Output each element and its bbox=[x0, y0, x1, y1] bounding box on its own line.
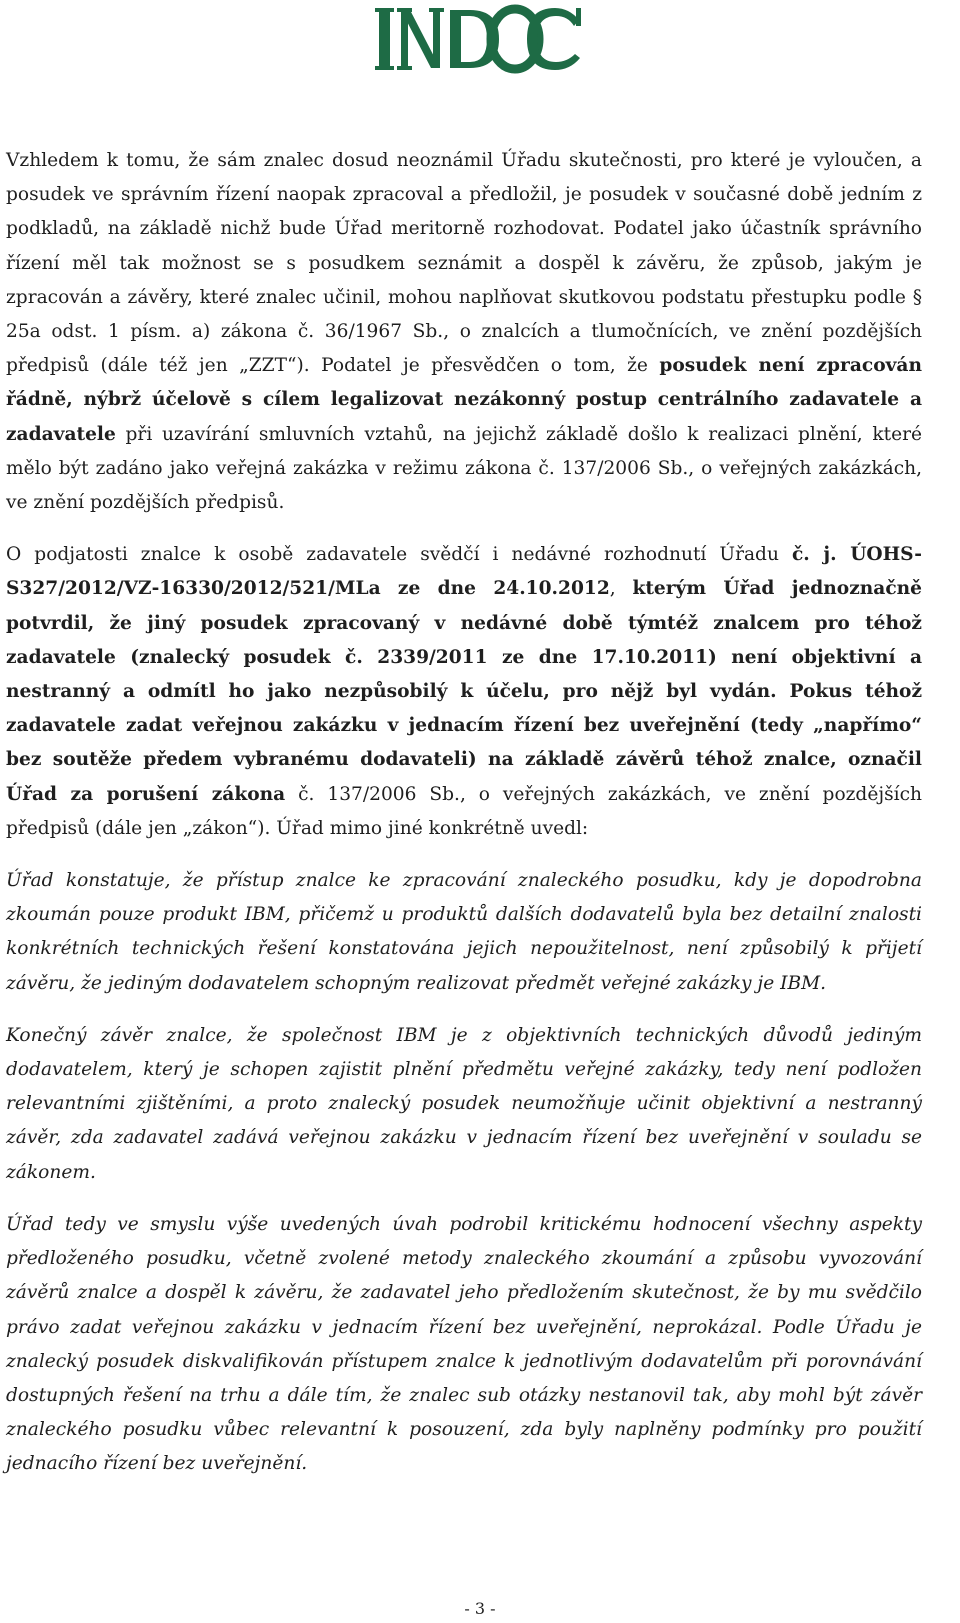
header bbox=[0, 0, 960, 82]
quote-3: Úřad tedy ve smyslu výše uvedených úvah podrobil kritickému hodnocení všechny aspekty předloženého posudku, včetně zvolené metody znaleckého zkoumání a způsobu vyvozování závěrů znalce a dospěl k závěru, že zadavatel jeho předložením skutečnost, že by mu svědčilo právo zadat veřejnou zakázku v jednacím řízení bez uveřejnění, neprokázal. Podle Úřadu je znalecký posudek diskvalifikován přístupem znalce k jednotlivým dodavatelům při porovnávání dostupných řešení na trhu a dále tím, že znalec sub otázky nestanovil tak, aby mohl být závěr znaleckého posudku vůbec relevantní k posouzení, zda byly naplněny podmínky pro použití jednacího řízení bez uveřejnění. bbox=[6, 1213, 922, 1475]
paragraph-1-text-b: při uzavírání smluvních vztahů, na jejichž základě došlo k realizaci plnění, které mělo být zadáno jako veřejná zakázka v režimu zákona č. 137/2006 Sb., o veřejných zakázkách, ve znění pozdějších předpisů. bbox=[6, 423, 922, 514]
paragraph-1-text-a: Vzhledem k tomu, že sám znalec dosud neoznámil Úřadu skutečnosti, pro které je vyloučen, a posudek ve správním řízení naopak zpracoval a předložil, je posudek v současné době jedním z podkladů, na základě nichž bude Úřad meritorně rozhodovat. Podatel jako účastník správního řízení měl tak možnost se s posudkem seznámit a dospěl k závěru, že způsob, jakým je zpracován a závěry, které znalec učinil, mohou naplňovat skutkovou podstatu přestupku podle § 25a odst. 1 písm. a) zákona č. 36/1967 Sb., o znalcích a tlumočnících, ve znění pozdějších předpisů (dále též jen „ZZT“). Podatel je přesvědčen o tom, že bbox=[6, 150, 922, 377]
quote-2: Konečný závěr znalce, že společnost IBM je z objektivních technických důvodů jediným dodavatelem, který je schopen zajistit plnění předmětu veřejné zakázky, tedy není podložen relevantními zjištěními, a proto znalecký posudek neumožňuje učinit objektivní a nestranný závěr, zda zadavatel zadává veřejnou zakázku v jednacím řízení bez uveřejnění v souladu se zákonem. bbox=[6, 1024, 922, 1183]
paragraph-2-text-c: č. 137/2006 Sb., o veřejných zakázkách, ve znění pozdějších předpisů (dále jen „zákon“). Úřad mimo jiné konkrétně uvedl: bbox=[6, 783, 922, 839]
paragraph-2-text-b: , bbox=[609, 578, 633, 600]
indoc-logo bbox=[375, 2, 585, 76]
quote-1: Úřad konstatuje, že přístup znalce ke zpracování znaleckého posudku, kdy je dopodrobna zkoumán pouze produkt IBM, přičemž u produktů dalších dodavatelů byla bez detailní znalosti konkrétních technických řešení konstatována jejich nepoužitelnost, není způsobilý k přijetí závěru, že jediným dodavatelem schopným realizovat předmět veřejné zakázky je IBM. bbox=[6, 870, 922, 994]
paragraph-2-bold: kterým Úřad jednoznačně potvrdil, že jiný posudek zpracovaný v nedávné době týmtéž znalcem pro téhož zadavatele (znalecký posudek č. 2339/2011 ze dne 17.10.2011) není objektivní a nestranný a odmítl ho jako nezpůsobilý k účelu, pro nějž byl vydán. Pokus téhož zadavatele zadat veřejnou zakázku v jednacím řízení bez uveřejnění (tedy „napřímo“ bez soutěže předem vybranému dodavateli) na základě závěrů téhož znalce, označil Úřad za porušení zákona bbox=[6, 578, 922, 805]
page-number: - 3 - bbox=[464, 1599, 496, 1618]
paragraph-2-reference: č. j. ÚOHS-S327/2012/VZ-16330/2012/521/MLa ze dne 24.10.2012 bbox=[6, 544, 923, 600]
paragraph-2 bbox=[6, 538, 922, 846]
svg-text:INDOC: INDOC bbox=[480, 42, 484, 43]
paragraph-1 bbox=[6, 144, 922, 520]
document-body bbox=[6, 144, 922, 1500]
paragraph-1-bold: posudek není zpracován řádně, nýbrž účelově s cílem legalizovat nezákonný postup centrálního zadavatele a zadavatele bbox=[6, 355, 922, 445]
paragraph-2-text-a: O podjatosti znalce k osobě zadavatele svědčí i nedávné rozhodnutí Úřadu bbox=[6, 544, 792, 566]
